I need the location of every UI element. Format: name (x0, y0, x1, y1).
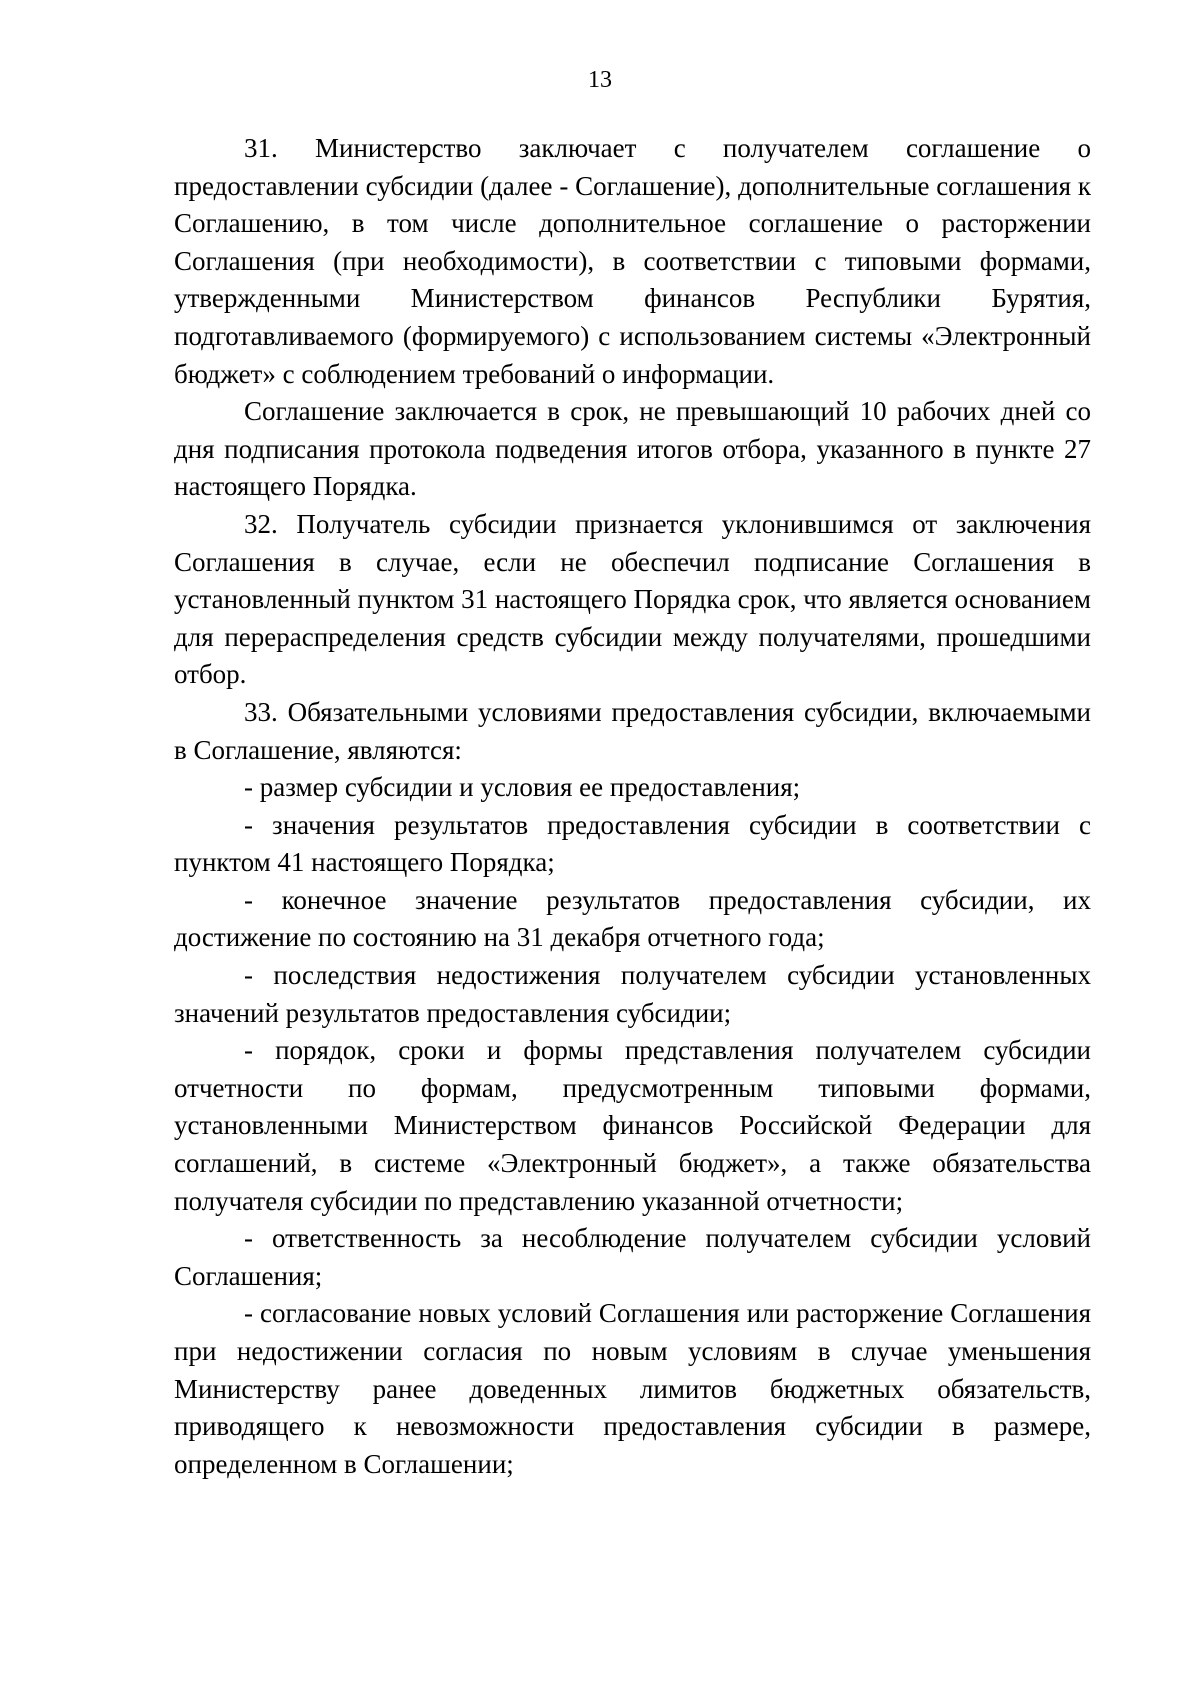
paragraph-agreement-term: Соглашение заключается в срок, не превышающий 10 рабочих дней со дня подписания протокола подведения итогов отбора, указанного в пункте 27 настоящего Порядка. (174, 396, 1091, 502)
list-item-new-conditions: - согласование новых условий Соглашения или расторжение Соглашения при недостижении согласия по новым условиям в случае уменьшения Министерству ранее доведенных лимитов бюджетных обязательств, приводящего к невозможности предоставления субсидии в размере, определенном в Соглашении; (174, 1298, 1091, 1479)
document-body (174, 130, 1091, 1483)
list-item-responsibility: - ответственность за несоблюдение получателем субсидии условий Соглашения; (174, 1223, 1091, 1291)
list-item-consequences: - последствия недостижения получателем субсидии установленных значений результатов предоставления субсидии; (174, 960, 1091, 1028)
paragraph-31: 31. Министерство заключает с получателем соглашение о предоставлении субсидии (далее - Соглашение), дополнительные соглашения к Соглашению, в том числе дополнительное соглашение о расторжении Соглашения (при необходимости), в соответствии с типовыми формами, утвержденными Министерством финансов Республики Бурятия, подготавливаемого (формируемого) с использованием системы «Электронный бюджет» с соблюдением требований о информации. (174, 133, 1091, 389)
paragraph-33: 33. Обязательными условиями предоставления субсидии, включаемыми в Соглашение, являются: (174, 696, 1091, 765)
list-item-final-value: - конечное значение результатов предоставления субсидии, их достижение по состоянию на 31 декабря отчетного года; (174, 884, 1091, 953)
page-number: 13 (588, 67, 612, 93)
list-item-reporting: - порядок, сроки и формы представления получателем субсидии отчетности по формам, предусмотренным типовыми формами, установленными Министерством финансов Российской Федерации для соглашений, в системе «Электронный бюджет», а также обязательства получателя субсидии по представлению указанной отчетности; (174, 1035, 1091, 1216)
list-item-result-values: - значения результатов предоставления субсидии в соответствии с пунктом 41 настоящего Порядка; (174, 809, 1091, 878)
paragraph-32: 32. Получатель субсидии признается уклонившимся от заключения Соглашения в случае, если не обеспечил подписание Соглашения в установленный пунктом 31 настоящего Порядка срок, что является основанием для перераспределения средств субсидии между получателями, прошедшими отбор. (174, 508, 1091, 690)
list-item-subsidy-size: - размер субсидии и условия ее предоставления; (244, 772, 801, 803)
